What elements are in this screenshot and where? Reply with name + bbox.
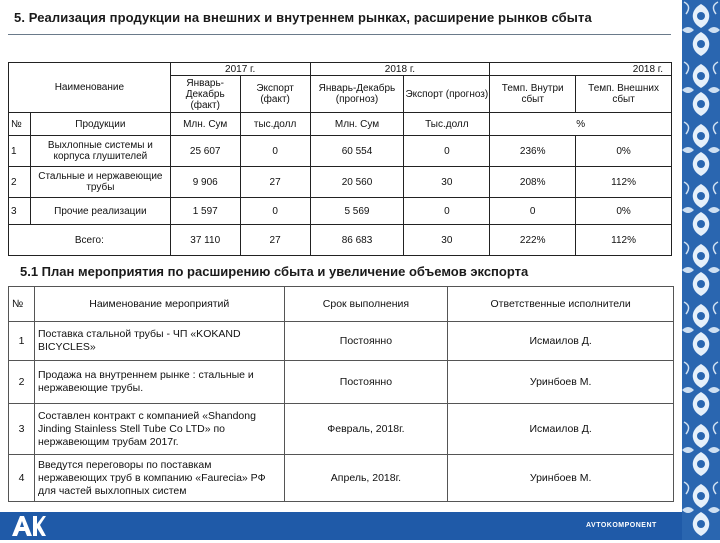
total-v2: 27 <box>240 225 310 256</box>
plan-row-no: 2 <box>9 361 35 404</box>
plan-row-responsible: Уринбоев М. <box>448 361 674 404</box>
units-u3: Млн. Сум <box>310 113 404 136</box>
row-v5: 208% <box>490 167 576 198</box>
row-v1: 25 607 <box>170 136 240 167</box>
title-divider <box>8 34 671 35</box>
units-u2: тыс.долл <box>240 113 310 136</box>
plan-header-no: № <box>9 287 35 322</box>
company-logo <box>10 514 46 538</box>
header-temp-external: Темп. Внешних сбыт <box>576 76 672 113</box>
plan-header-name: Наименование мероприятий <box>34 287 284 322</box>
units-u1: Млн. Сум <box>170 113 240 136</box>
row-v4: 0 <box>404 198 490 225</box>
table-row <box>9 198 672 225</box>
row-no: 3 <box>9 198 31 225</box>
row-v4: 30 <box>404 167 490 198</box>
plan-row-name: Составлен контракт с компанией «Shandong Jinding Stainless Stell Tube Co LTD» по нержавеющим трубам 2017г. <box>34 404 284 455</box>
row-v1: 1 597 <box>170 198 240 225</box>
table-row <box>9 404 674 455</box>
plan-row-name: Продажа на внутреннем рынке : стальные и нержавеющие трубы. <box>34 361 284 404</box>
total-v4: 30 <box>404 225 490 256</box>
header-2017-export-fact: Экспорт (факт) <box>240 76 310 113</box>
table-row <box>9 167 672 198</box>
row-v2: 27 <box>240 167 310 198</box>
table-row <box>9 136 672 167</box>
row-v2: 0 <box>240 198 310 225</box>
sales-table <box>8 62 672 256</box>
slide-title: 5. Реализация продукции на внешних и внутреннем рынках, расширение рынков сбыта <box>14 10 592 25</box>
header-2017-jd-fact: Январь-Декабрь (факт) <box>170 76 240 113</box>
row-v4: 0 <box>404 136 490 167</box>
total-label: Всего: <box>9 225 171 256</box>
total-row <box>9 225 672 256</box>
row-v5: 236% <box>490 136 576 167</box>
row-v6: 112% <box>576 167 672 198</box>
plan-row-responsible: Исмаилов Д. <box>448 404 674 455</box>
section-subtitle: 5.1 План мероприятия по расширению сбыта и увеличение объемов экспорта <box>20 264 529 279</box>
header-2018-jd-plan: Январь-Декабрь (прогноз) <box>310 76 404 113</box>
header-2018-export-plan: Экспорт (прогноз) <box>404 76 490 113</box>
row-v6: 0% <box>576 198 672 225</box>
ornament-border <box>682 0 720 540</box>
plan-row-no: 4 <box>9 455 35 502</box>
plan-row-deadline: Постоянно <box>284 322 448 361</box>
plan-row-deadline: Апрель, 2018г. <box>284 455 448 502</box>
header-year-2017: 2017 г. <box>170 63 310 76</box>
total-v5: 222% <box>490 225 576 256</box>
row-v5: 0 <box>490 198 576 225</box>
plan-header-responsible: Ответственные исполнители <box>448 287 674 322</box>
header-year-2018-temp: 2018 г. <box>490 63 672 76</box>
row-v3: 20 560 <box>310 167 404 198</box>
footer-bar <box>0 512 682 540</box>
units-product: Продукции <box>30 113 170 136</box>
plan-row-deadline: Февраль, 2018г. <box>284 404 448 455</box>
row-name: Выхлопные системы и корпуса глушителей <box>30 136 170 167</box>
plan-row-name: Введутся переговоры по поставкам нержавеющих труб в компанию «Faurecia» РФ для частей выхлопных систем <box>34 455 284 502</box>
units-no: № <box>9 113 31 136</box>
table-row <box>9 361 674 404</box>
units-u4: Тыс.долл <box>404 113 490 136</box>
header-year-2018: 2018 г. <box>310 63 490 76</box>
table-row <box>9 455 674 502</box>
plan-row-no: 1 <box>9 322 35 361</box>
plan-table <box>8 286 674 502</box>
plan-row-deadline: Постоянно <box>284 361 448 404</box>
units-u5: % <box>490 113 672 136</box>
header-name: Наименование <box>9 63 171 113</box>
plan-header-deadline: Срок выполнения <box>284 287 448 322</box>
ornament-pattern-icon <box>682 0 720 540</box>
table-row <box>9 322 674 361</box>
plan-row-responsible: Исмаилов Д. <box>448 322 674 361</box>
brand-name: AVTOKOMPONENT <box>586 522 657 529</box>
plan-row-name: Поставка стальной трубы - ЧП «KOKAND BICYCLES» <box>34 322 284 361</box>
plan-row-no: 3 <box>9 404 35 455</box>
row-name: Стальные и нержавеющие трубы <box>30 167 170 198</box>
row-v2: 0 <box>240 136 310 167</box>
total-v1: 37 110 <box>170 225 240 256</box>
row-no: 1 <box>9 136 31 167</box>
row-no: 2 <box>9 167 31 198</box>
row-v1: 9 906 <box>170 167 240 198</box>
row-name: Прочие реализации <box>30 198 170 225</box>
plan-row-responsible: Уринбоев М. <box>448 455 674 502</box>
row-v6: 0% <box>576 136 672 167</box>
row-v3: 5 569 <box>310 198 404 225</box>
total-v6: 112% <box>576 225 672 256</box>
header-temp-internal: Темп. Внутри сбыт <box>490 76 576 113</box>
row-v3: 60 554 <box>310 136 404 167</box>
ak-logo-icon <box>10 514 46 538</box>
total-v3: 86 683 <box>310 225 404 256</box>
